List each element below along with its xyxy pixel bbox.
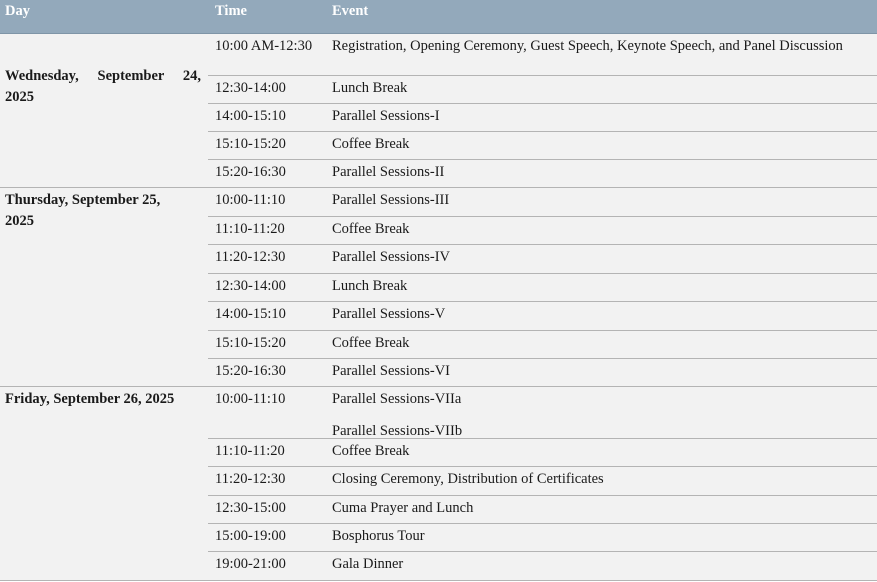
event-cell: Parallel Sessions-I xyxy=(332,108,440,124)
event-cell: Closing Ceremony, Distribution of Certificates xyxy=(332,471,604,487)
table-row xyxy=(208,274,877,302)
table-row xyxy=(208,331,877,359)
event-cell: Coffee Break xyxy=(332,335,410,351)
time-cell: 15:20-16:30 xyxy=(215,164,286,180)
event-cell: Parallel Sessions-III xyxy=(332,192,450,208)
table-row xyxy=(208,552,877,581)
day-label: Wednesday, September 24, 2025 xyxy=(5,68,201,105)
table-row xyxy=(208,160,877,188)
day-label: Thursday, September 25, 2025 xyxy=(5,192,161,229)
event-line: Parallel Sessions-VIIa xyxy=(332,391,462,407)
event-cell: Lunch Break xyxy=(332,80,408,96)
time-cell: 10:00-11:10 xyxy=(215,192,286,208)
time-cell: 15:10-15:20 xyxy=(215,136,286,152)
time-cell: 15:00-19:00 xyxy=(215,528,286,544)
time-cell: 11:10-11:20 xyxy=(215,443,285,459)
time-cell: 12:30-14:00 xyxy=(215,80,286,96)
table-row xyxy=(208,245,877,274)
time-cell: 10:00 AM-12:30 xyxy=(215,38,313,54)
table-row xyxy=(208,387,877,439)
day-label: Friday, September 26, 2025 xyxy=(5,391,175,407)
event-cell: Gala Dinner xyxy=(332,556,404,572)
event-cell: Parallel Sessions-IV xyxy=(332,249,450,265)
header-day: Day xyxy=(5,3,30,19)
time-cell: 19:00-21:00 xyxy=(215,556,286,572)
event-line: Parallel Sessions-VIIb xyxy=(332,423,463,439)
table-row xyxy=(208,132,877,160)
table-row xyxy=(208,217,877,245)
table-row xyxy=(208,467,877,496)
table-row xyxy=(208,188,877,217)
event-cell xyxy=(332,389,874,442)
time-cell: 11:20-12:30 xyxy=(215,249,286,265)
header-time: Time xyxy=(215,3,247,19)
time-cell: 11:10-11:20 xyxy=(215,221,285,237)
time-cell: 14:00-15:10 xyxy=(215,306,286,322)
table-row xyxy=(208,104,877,132)
event-cell: Lunch Break xyxy=(332,278,408,294)
table-row xyxy=(208,496,877,524)
time-cell: 15:20-16:30 xyxy=(215,363,286,379)
header-event: Event xyxy=(332,3,369,19)
event-cell: Parallel Sessions-II xyxy=(332,164,445,180)
event-cell: Parallel Sessions-VI xyxy=(332,363,450,379)
time-cell: 10:00-11:10 xyxy=(215,391,286,407)
day-cell-friday xyxy=(0,387,208,581)
time-cell: 15:10-15:20 xyxy=(215,335,286,351)
time-cell: 14:00-15:10 xyxy=(215,108,286,124)
time-cell: 12:30-14:00 xyxy=(215,278,286,294)
table-row xyxy=(208,439,877,467)
event-cell: Bosphorus Tour xyxy=(332,528,425,544)
table-row xyxy=(208,359,877,387)
table-row xyxy=(208,34,877,76)
table-row xyxy=(208,302,877,331)
event-cell: Coffee Break xyxy=(332,221,410,237)
event-cell: Cuma Prayer and Lunch xyxy=(332,500,474,516)
day-cell-thursday xyxy=(0,188,208,387)
event-cell: Parallel Sessions-V xyxy=(332,306,446,322)
event-cell: Coffee Break xyxy=(332,136,410,152)
event-cell: Coffee Break xyxy=(332,443,410,459)
table-row xyxy=(208,524,877,552)
day-cell-wednesday xyxy=(0,34,208,188)
time-cell: 11:20-12:30 xyxy=(215,471,286,487)
table-header xyxy=(0,0,877,34)
time-cell: 12:30-15:00 xyxy=(215,500,286,516)
table-row xyxy=(208,76,877,104)
event-cell: Registration, Opening Ceremony, Guest Speech, Keynote Speech, and Panel Discussion xyxy=(332,38,843,54)
